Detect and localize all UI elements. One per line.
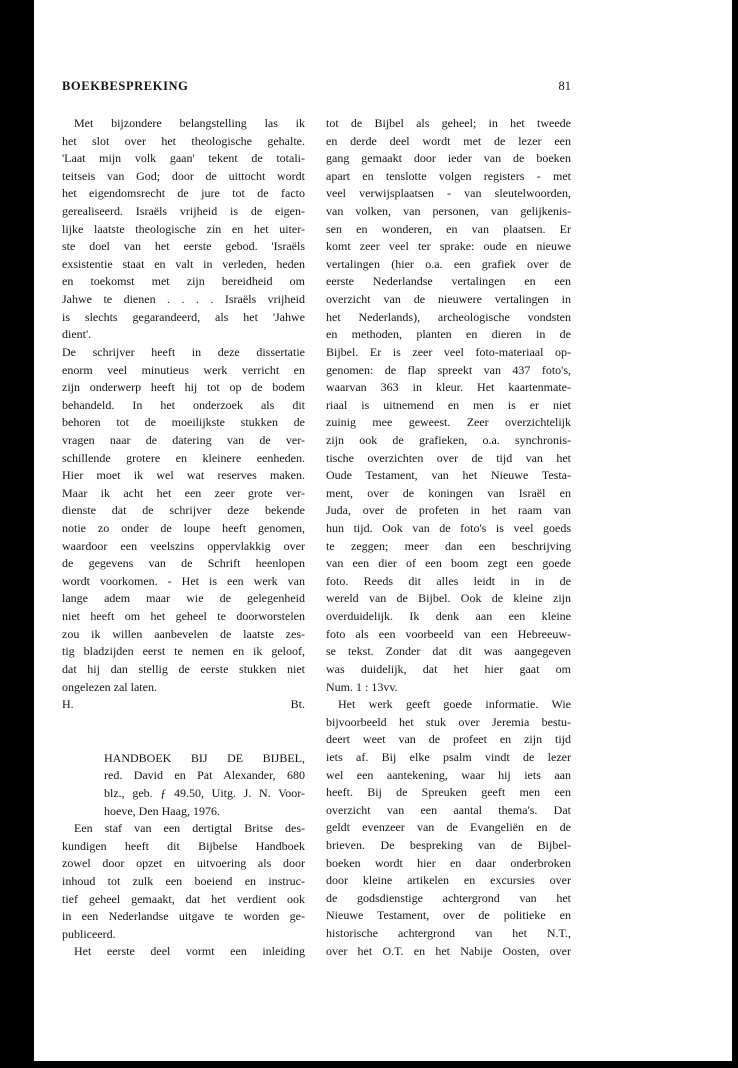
running-header (62, 79, 571, 97)
text-line: veel verwijsplaatsen - van sleutelwoorden, (326, 186, 571, 201)
text-line: zou ik willen aanbevelen de laatste zes- (62, 626, 305, 641)
text-line: notie zo onder de loupe heeft genomen, (62, 521, 305, 536)
text-line: tief geheel gemaakt, dat het verdient ook (62, 891, 305, 906)
text-line: behandeld. In het onderzoek als dit (62, 397, 305, 412)
text-line: de godsdienstige achtergrond van het (326, 890, 571, 905)
text-line: behoren tot de moeilijkste stukken de (62, 415, 305, 430)
text-line: brieven. De bespreking van de Bijbel- (326, 837, 571, 852)
text-line: in een Nederlandse uitgave te worden ge- (62, 909, 305, 924)
text-line: Hier moet ik wel wat reserves maken. (62, 468, 305, 483)
text-line: het slot over het theologische gehalte. (62, 133, 305, 148)
text-line: Maar ik acht het een zeer grote ver- (62, 485, 305, 500)
text-line: boeken wordt hier en daar onderbroken (326, 855, 571, 870)
text-line: riaal is uitnemend en men is er niet (326, 397, 571, 412)
text-line: dient'. (62, 327, 92, 342)
text-line: vertalingen (hier o.a. een grafiek over de (326, 256, 571, 271)
text-line: apart en tenslotte volgen registers - met (326, 168, 571, 183)
text-line: Bijbel. Er is zeer veel foto-materiaal op- (326, 344, 571, 359)
text-line: overzicht van een aantal thema's. Dat (326, 802, 571, 817)
text-line: zuinig mee geweest. Zeer overzichtelijk (326, 415, 571, 430)
text-line: kundigen heeft dit Bijbelse Handboek (62, 838, 305, 853)
text-line: De schrijver heeft in deze dissertatie (62, 344, 305, 359)
text-line: historische achtergrond van het N.T., (326, 926, 571, 941)
text-line: en methoden, planten en dieren in de (326, 327, 571, 342)
text-line: is slechts gegarandeerd, als het 'Jahwe (62, 309, 305, 324)
text-line: iets af. Bij elke psalm vindt de lezer (326, 749, 571, 764)
book-detail-line: blz., geb. ƒ 49.50, Uitg. J. N. Voor- (104, 785, 305, 800)
text-line: overduidelijk. Ik denk aan een kleine (326, 609, 571, 624)
text-line: bijvoorbeeld het stuk over Jeremia bestu- (326, 714, 571, 729)
text-line: vragen naar de datering van de ver- (62, 432, 305, 447)
scan-edge-left (0, 0, 34, 1068)
text-line: was duidelijk, dat het hier gaat om (326, 661, 571, 676)
text-line: zowel door opzet en uitvoering als door (62, 856, 305, 871)
text-line: door kleine artikelen en excursies over (326, 873, 571, 888)
left-column (62, 115, 305, 961)
text-line: komt zeer veel ter sprake: oude en nieuwe (326, 239, 571, 254)
text-line: 'Laat mijn volk gaan' tekent de totali- (62, 151, 305, 166)
section-title: BOEKBESPREKING (62, 79, 189, 93)
review-paragraph-2 (62, 344, 305, 696)
text-line: zijn ook de grafieken, o.a. synchronis- (326, 432, 571, 447)
text-line: schillende grotere en kleinere eenheden. (62, 450, 305, 465)
text-line: Juda, over de profeten in het raam van (326, 503, 571, 518)
text-line: ste doel van het eerste gebod. 'Israëls (62, 239, 305, 254)
text-line: hun tijd. Ook van de foto's is veel goeds (326, 521, 571, 536)
text-line: tische overzichten over de tijd van het (326, 450, 571, 465)
text-line: de gegevens van de Schrift heenlopen (62, 556, 305, 571)
text-line: lange adem maar wie de gelegenheid (62, 591, 305, 606)
signature-abbrev: Bt. (290, 697, 305, 712)
text-line: foto als een voorbeeld van een Hebreeuw- (326, 626, 571, 641)
review2-paragraph-2 (62, 943, 305, 961)
review2-paragraph-3 (326, 696, 571, 960)
text-line: het eigendomsrecht de jure tot de facto (62, 186, 305, 201)
text-line: Oude Testament, van het Nieuwe Testa- (326, 468, 571, 483)
text-line: Num. 1 : 13vv. (326, 679, 398, 694)
text-line: eerste Nederlandse vertalingen en een (326, 274, 571, 289)
book-title-line: HANDBOEK BIJ DE BIJBEL, (104, 750, 305, 765)
review2-paragraph-1 (62, 820, 305, 943)
text-line: heeft. Bij de Spreuken geeft men een (326, 785, 571, 800)
text-line: foto. Reeds dit alles leidt in in de (326, 573, 571, 588)
text-line: over het O.T. en het Nabije Oosten, over (326, 943, 571, 958)
scan-edge-right (732, 0, 738, 1068)
text-line: niet heeft om het geheel te doorworstelen (62, 609, 305, 624)
text-line: te zeggen; meer dan een beschrijving (326, 538, 571, 553)
book-detail-line: red. David en Pat Alexander, 680 (104, 768, 305, 783)
text-line: Met bijzondere belangstelling las ik (74, 116, 305, 130)
text-line: Het eerste deel vormt een inleiding (74, 944, 305, 959)
review-signature (62, 696, 305, 714)
text-line: tot de Bijbel als geheel; in het tweede (326, 116, 571, 130)
signature-initial: H. (62, 697, 74, 712)
text-line: Het werk geeft goede informatie. Wie (338, 697, 571, 712)
text-line: overzicht van de nieuwere vertalingen in (326, 292, 571, 307)
text-line: teitseis van God; door de uittocht wordt (62, 168, 305, 183)
text-line: waarvan 363 in kleur. Het kaartenmate- (326, 380, 571, 395)
book-entry (62, 750, 305, 820)
text-line: sen en wonderen, en van plaatsen. Er (326, 221, 571, 236)
page-number: 81 (558, 79, 571, 93)
text-line: wordt voorkomen. - Het is een werk van (62, 573, 305, 588)
book-detail-line: hoeve, Den Haag, 1976. (104, 803, 220, 818)
text-line: Een staf van een dertigtal Britse des- (74, 821, 305, 836)
text-line: tig bladzijden eerst te nemen en ik geloof, (62, 644, 305, 659)
text-line: ongelezen zal laten. (62, 679, 157, 694)
text-line: waardoor een veelszins oppervlakkig over (62, 538, 305, 553)
text-line: exsistentie staat en valt in verleden, heden (62, 256, 305, 271)
right-column (326, 115, 571, 960)
review-paragraph-1 (62, 115, 305, 344)
text-line: zijn onderwerp heeft hij tot op de bodem (62, 380, 305, 395)
text-line: inhoud tot zulk een boeiend en instruc- (62, 873, 305, 888)
text-line: geldt evenzeer van de Evangeliën en de (326, 820, 571, 835)
text-line: wel een aantekening, waar hij iets aan (326, 767, 571, 782)
text-line: Nieuwe Testament, over de politieke en (326, 908, 571, 923)
text-line: Jahwe te dienen . . . . Israëls vrijheid (62, 292, 305, 307)
text-line: genomen: de flap spreekt van 437 foto's, (326, 362, 571, 377)
text-line: lijke laatste theologische zin en het uiter- (62, 221, 305, 236)
review2-paragraph-2-continued (326, 115, 571, 696)
text-line: van een dier of een boom zegt een goede (326, 556, 571, 571)
text-line: dienste dat de schrijver deze bekende (62, 503, 305, 518)
text-line: gang gemaakt door ieder van de boeken (326, 151, 571, 166)
text-line: deert weet van de profeet en zijn tijd (326, 732, 571, 747)
text-line: van volken, van personen, van gelijkenis- (326, 204, 571, 219)
text-line: publiceerd. (62, 926, 116, 941)
text-line: het Nederlands), archeologische vondsten (326, 309, 571, 324)
text-line: dat hij dan stellig de eerste stukken niet (62, 661, 305, 676)
text-line: enorm veel minutieus werk verricht en (62, 362, 305, 377)
text-line: ment, over de koningen van Israël en (326, 485, 571, 500)
text-line: gerealiseerd. Israëls vrijheid is de eigen- (62, 204, 305, 219)
text-line: wereld van de Bijbel. Ook de kleine zijn (326, 591, 571, 606)
text-line: en toekomst met zijn bereidheid om (62, 274, 305, 289)
text-line: se tekst. Zonder dat dit was aangegeven (326, 644, 571, 659)
text-line: en derde deel wordt met de lezer een (326, 133, 571, 148)
scan-edge-bottom (0, 1061, 738, 1068)
section-spacer (62, 714, 305, 750)
